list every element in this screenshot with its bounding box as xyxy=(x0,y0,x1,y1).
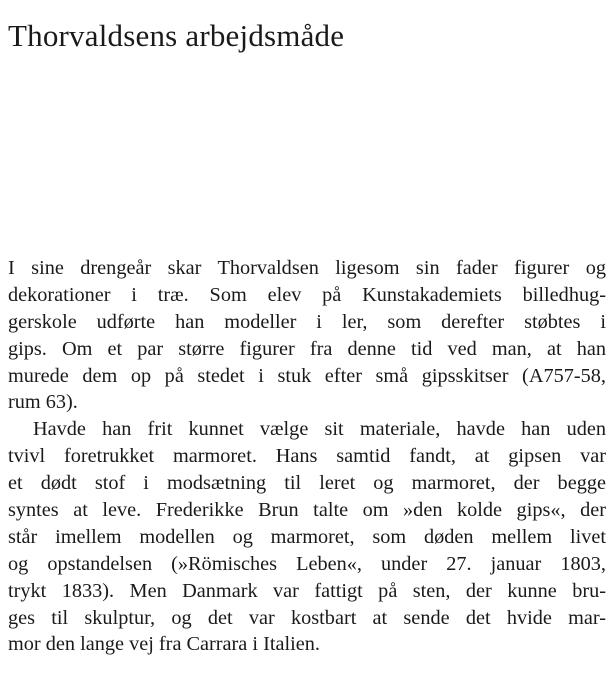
text-line: trykt 1833). Men Danmark var fattigt på sten, der kunne bru- xyxy=(8,579,606,602)
text-line: I sine drengeår skar Thorvaldsen ligesom sin fader figurer og xyxy=(8,257,606,279)
text-line: dekorationer i træ. Som elev på Kunstakademiets billedhug- xyxy=(8,283,606,306)
text-line: rum 63). xyxy=(8,391,78,414)
text-line: tvivl foretrukket marmoret. Hans samtid fandt, at gipsen var xyxy=(8,445,606,468)
text-line: står imellem modellen og marmoret, som døden mellem livet xyxy=(8,525,606,548)
text-line: Havde han frit kunnet vælge sit materiale, havde han uden xyxy=(33,418,606,441)
text-line: gips. Om et par større figurer fra denne tid ved man, at han xyxy=(8,337,606,360)
text-line: gerskole udførte han modeller i ler, som derefter støbtes i xyxy=(8,310,606,333)
text-line: murede dem op på stedet i stuk efter små gipsskitser (A757-58, xyxy=(8,364,606,387)
page-title: Thorvaldsens arbejdsmåde xyxy=(8,18,345,53)
paragraph-2 xyxy=(8,416,606,658)
text-line: syntes at leve. Frederikke Brun talte om »den kolde gips«, der xyxy=(8,499,606,522)
text-line: og opstandelsen (»Römisches Leben«, under 27. januar 1803, xyxy=(8,552,606,575)
text-line: et dødt stof i modsætning til leret og marmoret, der begge xyxy=(8,472,606,495)
text-line: ges til skulptur, og det var kostbart at sende det hvide mar- xyxy=(8,606,606,629)
text-line: mor den lange vej fra Carrara i Italien. xyxy=(8,633,320,656)
body-text xyxy=(8,255,606,658)
paragraph-1 xyxy=(8,255,606,416)
